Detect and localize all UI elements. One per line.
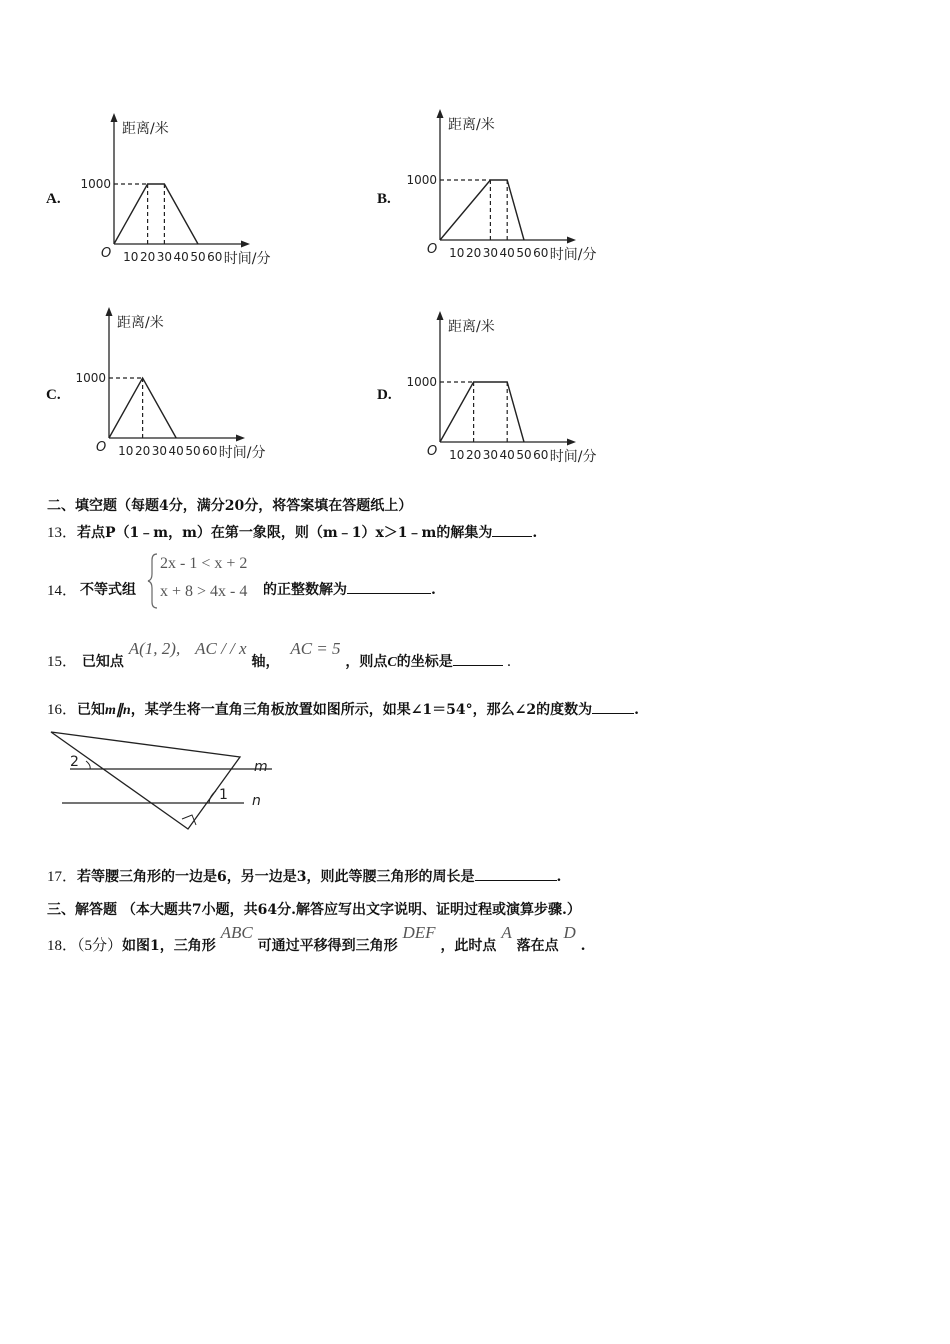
option-label: A. [46, 191, 61, 207]
question-end: . [556, 869, 562, 885]
point-a: A(1, 2) [128, 639, 176, 658]
question-text-mid: ，则点C的坐标是 . [345, 654, 512, 670]
x-tick-label: 20 [134, 444, 151, 458]
x-axis-arrow [236, 435, 245, 442]
answer-blank [592, 701, 634, 714]
question-score: （5分） [77, 938, 123, 954]
option-label: C. [46, 387, 61, 403]
y-axis-arrow [437, 311, 444, 320]
right-angle-mark [182, 815, 196, 825]
question-14 [47, 552, 567, 610]
x-tick-label: 10 [123, 250, 139, 264]
origin-label: O [96, 440, 107, 455]
y-axis-label: 距离/米 [448, 319, 495, 335]
origin-label: O [101, 246, 112, 261]
question-text-post: 的正整数解为 . [263, 582, 436, 598]
y-axis-label: 距离/米 [448, 117, 495, 133]
x-tick-label: 10 [449, 246, 465, 260]
question-text: 若点P（1﹣m，m）在第一象限，则（m﹣1）x＞1﹣m的解集为 [77, 525, 493, 541]
question-number: 13． [47, 525, 78, 541]
section-heading-fill-in: 二、填空题（每题4分，满分20分，将答案填在答题纸上） [47, 498, 413, 514]
x-tick-label: 50 [516, 448, 532, 462]
x-tick-label: 40 [173, 250, 189, 264]
angle-1-arc [209, 791, 216, 803]
question-text-mid2: ，此时点 [440, 938, 497, 954]
distance-time-graph-c [75, 306, 290, 466]
y-tick-label: 1000 [75, 371, 106, 385]
x-tick-label: 30 [482, 246, 499, 260]
inequality-2: x + 8 > 4x - 4 [160, 583, 248, 600]
question-text-pre: 不等式组 [80, 582, 136, 598]
distance-path [114, 184, 198, 244]
y-axis-arrow [437, 109, 444, 118]
answer-blank [475, 868, 557, 881]
question-text-pre: 已知 [77, 702, 106, 718]
option-label: D. [377, 387, 392, 403]
x-tick-label: 40 [499, 448, 515, 462]
y-axis-label: 距离/米 [122, 121, 169, 137]
answer-blank [492, 524, 532, 537]
question-number: 15． [47, 654, 78, 670]
x-tick-label: 50 [185, 444, 201, 458]
x-tick-label: 10 [118, 444, 134, 458]
option-label: B. [377, 191, 391, 207]
question-text-pre: 如图1，三角形 [122, 938, 216, 954]
y-tick-label: 1000 [406, 173, 437, 187]
question-13 [47, 521, 537, 542]
question-end: . [580, 938, 586, 954]
answer-blank [347, 581, 431, 594]
x-tick-label: 30 [151, 444, 168, 458]
triangle-parallel-lines-figure [44, 725, 284, 835]
question-text-mid: 可通过平移得到三角形 [257, 938, 398, 954]
x-tick-label: 20 [465, 246, 482, 260]
right-triangle [51, 732, 240, 829]
y-tick-label: 1000 [80, 177, 111, 191]
angle-2-arc [86, 761, 90, 769]
question-16 [47, 698, 639, 719]
question-17 [47, 865, 561, 886]
x-tick-label: 60 [207, 250, 223, 264]
y-axis-label: 距离/米 [117, 315, 164, 331]
parallel-condition: AC / / x [195, 639, 247, 658]
x-tick-label: 50 [190, 250, 206, 264]
angle-2-label: 2 [70, 754, 79, 770]
x-tick-label: 60 [533, 246, 549, 260]
question-number: 18． [47, 938, 78, 954]
line-m-label: m [254, 759, 268, 775]
x-tick-label: 30 [156, 250, 173, 264]
length-condition: AC = 5 [290, 639, 341, 658]
x-tick-label: 60 [533, 448, 549, 462]
question-number: 14． [47, 583, 78, 599]
x-axis-label: 时间/分 [549, 449, 597, 465]
distance-time-graph-b [406, 108, 621, 268]
y-axis-arrow [106, 307, 113, 316]
x-tick-label: 30 [482, 448, 499, 462]
question-text-pre: 已知点 [81, 654, 124, 670]
distance-path [440, 180, 524, 240]
x-axis-arrow [241, 241, 250, 248]
brace-icon [147, 552, 161, 610]
question-number: 17． [47, 869, 78, 885]
x-axis-label: 时间/分 [218, 445, 266, 461]
point-a: A [501, 923, 512, 942]
question-end: . [634, 702, 640, 718]
x-axis-label: 时间/分 [549, 247, 597, 263]
axis-text: 轴， [251, 654, 280, 670]
question-15 [47, 638, 511, 670]
origin-label: O [427, 242, 438, 257]
x-tick-label: 40 [168, 444, 184, 458]
y-tick-label: 1000 [406, 375, 437, 389]
x-tick-label: 50 [516, 246, 532, 260]
y-axis-arrow [111, 113, 118, 122]
x-tick-label: 10 [449, 448, 465, 462]
distance-time-graph-d [406, 310, 621, 470]
x-tick-label: 20 [139, 250, 156, 264]
origin-label: O [427, 444, 438, 459]
question-end: . [532, 525, 538, 541]
x-axis-label: 时间/分 [223, 251, 271, 267]
inequality-1: 2x - 1 < x + 2 [160, 555, 248, 572]
question-text: ，某学生将一直角三角板放置如图所示，如果∠1＝54°，那么∠2的度数为 [130, 702, 593, 718]
x-axis-arrow [567, 237, 576, 244]
question-18 [47, 922, 585, 956]
x-tick-label: 40 [499, 246, 515, 260]
question-text-mid3: 落在点 [516, 938, 559, 954]
point-d: D [563, 923, 576, 942]
section-heading-answer: 三、解答题 （本大题共7小题，共64分.解答应写出文字说明、证明过程或演算步骤.） [47, 902, 581, 918]
triangle-def: DEF [402, 923, 436, 942]
distance-time-graph-a [80, 112, 295, 272]
question-number: 16． [47, 702, 78, 718]
x-axis-arrow [567, 439, 576, 446]
question-text: 若等腰三角形的一边是6，另一边是3，则此等腰三角形的周长是 [77, 869, 475, 885]
angle-1-label: 1 [219, 787, 228, 803]
separator: , [175, 639, 181, 658]
line-n-label: n [252, 793, 261, 809]
triangle-abc: ABC [220, 923, 253, 942]
distance-path [440, 382, 524, 442]
x-tick-label: 60 [202, 444, 218, 458]
parallel-lines-m-n: m∥n [105, 703, 131, 718]
x-tick-label: 20 [465, 448, 482, 462]
